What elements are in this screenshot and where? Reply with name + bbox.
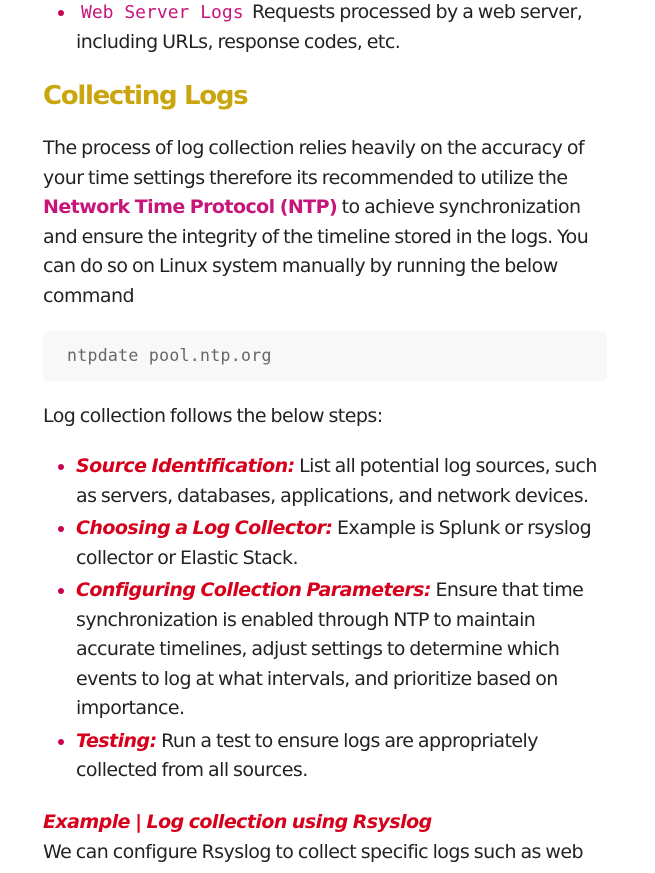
step-term: Source Identification: xyxy=(76,455,295,477)
steps-list xyxy=(43,452,613,789)
intro-text-part2: to achieve synchronization and ensure the integrity of the timeline stored in the logs. You can do so on Linux system manually by running the below command xyxy=(43,196,589,307)
ntpdate-command: ntpdate pool.ntp.org xyxy=(67,346,272,365)
list-item-choosing-collector xyxy=(43,514,613,573)
rsyslog-paragraph: We can configure Rsyslog to collect specific logs such as web xyxy=(43,841,584,863)
example-heading: Example | Log collection using Rsyslog xyxy=(43,811,432,833)
intro-text-part1: The process of log collection relies heavily on the accuracy of your time settings therefore its recommended to utilize the xyxy=(43,137,585,189)
steps-intro: Log collection follows the below steps: xyxy=(43,405,383,427)
list-item-collection-parameters xyxy=(43,576,613,724)
step-text: Example is Splunk or rsyslog collector or Elastic Stack. xyxy=(76,517,592,569)
step-text: Run a test to ensure logs are appropriately collected from all sources. xyxy=(76,729,538,781)
log-types-list xyxy=(43,0,613,57)
section-heading: Collecting Logs xyxy=(43,81,248,111)
code-block xyxy=(43,331,607,382)
step-text: List all potential log sources, such as servers, databases, applications, and network devices. xyxy=(76,455,597,507)
step-text: Ensure that time synchronization is enabled through NTP to maintain accurate timelines, adjust settings to determine which events to log at what intervals, and prioritize based on importance. xyxy=(76,579,584,719)
step-term: Configuring Collection Parameters: xyxy=(76,579,431,601)
ntp-link[interactable]: Network Time Protocol (NTP) xyxy=(43,196,338,218)
inline-code: Web Server Logs xyxy=(81,2,244,23)
list-item-source-identification xyxy=(43,452,613,511)
list-item-testing xyxy=(43,727,613,786)
step-term: Testing: xyxy=(76,729,157,752)
list-item-text: Requests processed by a web server, including URLs, response codes, etc. xyxy=(76,1,583,53)
step-term: Choosing a Log Collector: xyxy=(76,517,333,539)
intro-paragraph xyxy=(43,134,613,311)
list-item-web-server-logs xyxy=(43,0,613,57)
